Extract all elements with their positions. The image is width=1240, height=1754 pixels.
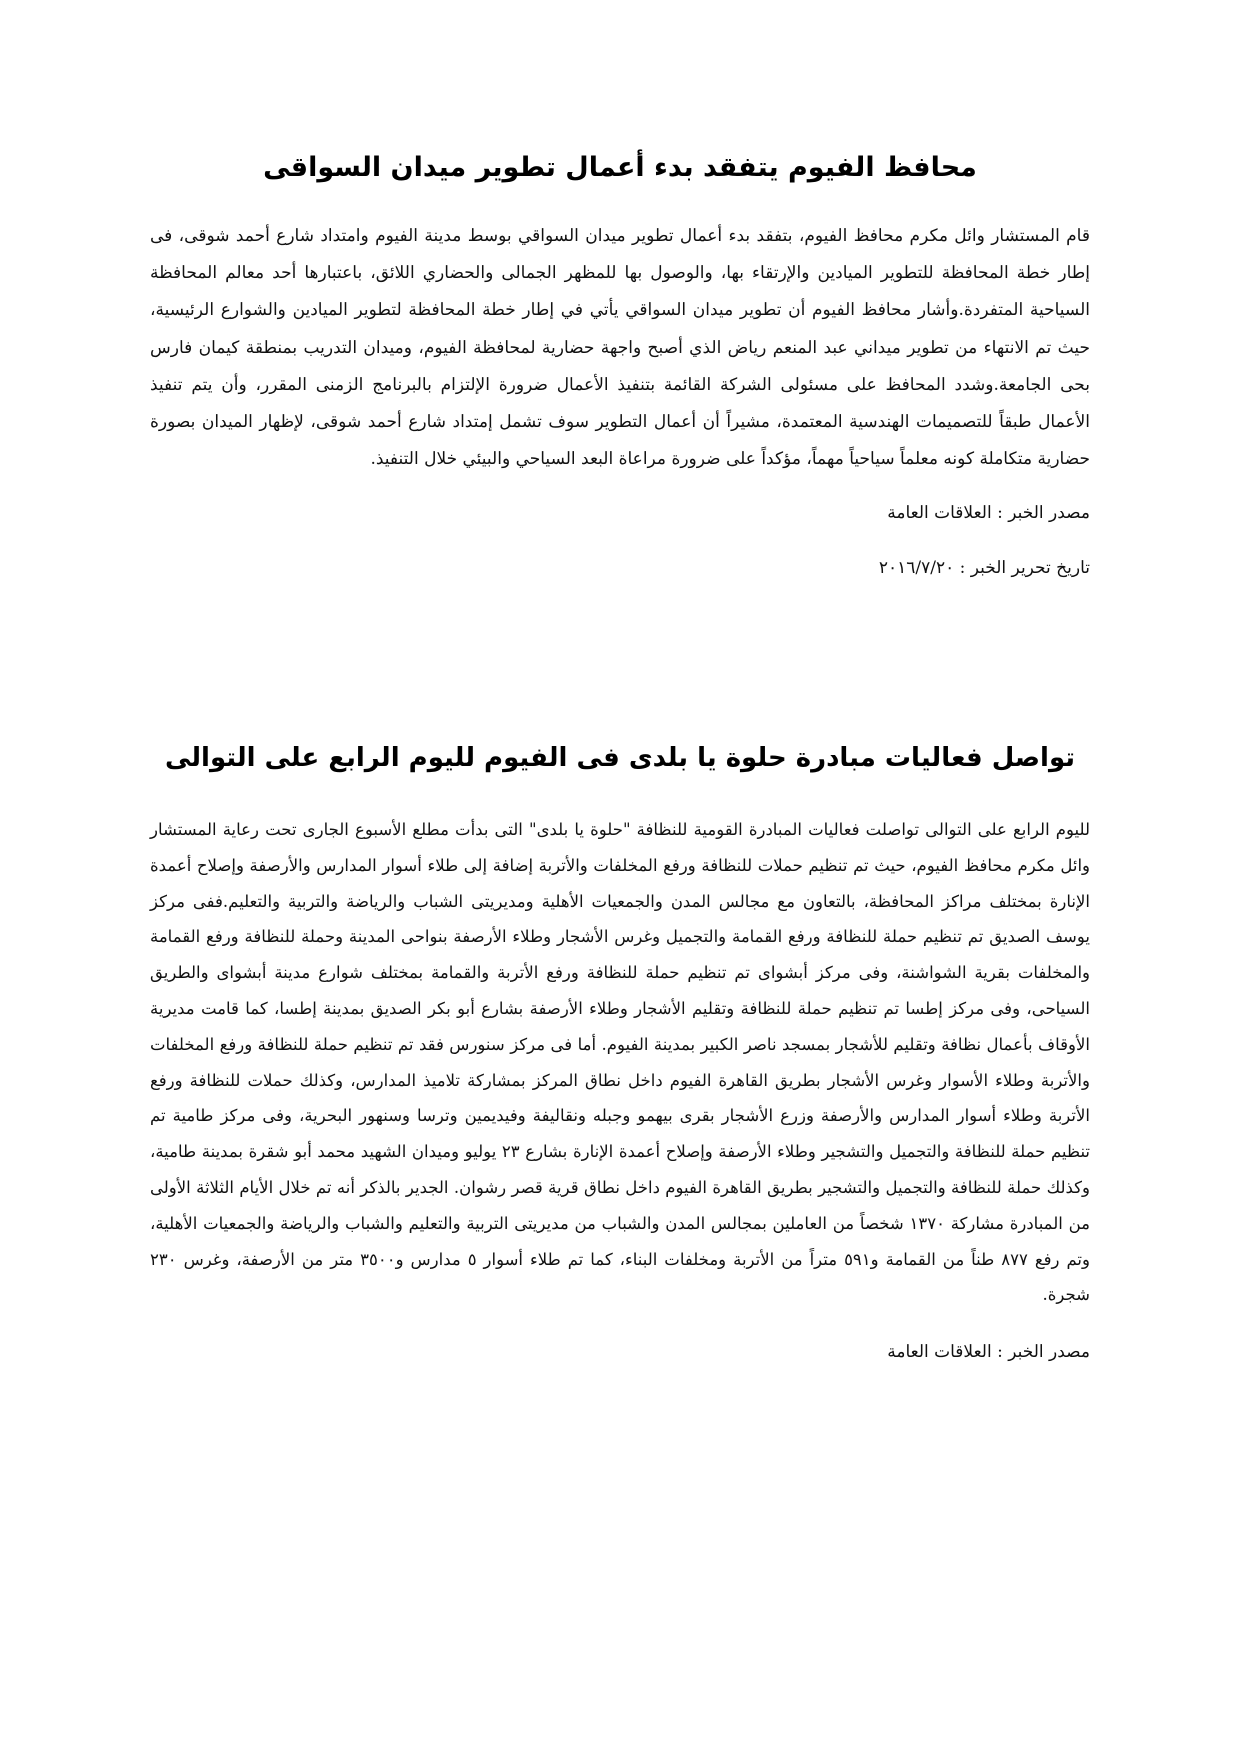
news-article xyxy=(150,738,1090,1367)
article-body: لليوم الرابع على التوالى تواصلت فعاليات المبادرة القومية للنظافة "حلوة يا بلدى" التى بدأت مطلع الأسبوع الجارى تحت رعاية المستشار وائل مكرم محافظ الفيوم، حيث تم تنظيم حملات للنظافة ورفع المخلفات والأتربة إضافة إلى طلاء أسوار المدارس والأرصفة وإصلاح أعمدة الإنارة بمختلف مراكز المحافظة، بالتعاون مع مجالس المدن والجمعيات الأهلية ومديريتى الشباب والرياضة والتربية والتعليم.ففى مركز يوسف الصديق تم تنظيم حملة للنظافة ورفع القمامة والتجميل وغرس الأشجار وطلاء الأرصفة بنواحى المدينة وحملة للنظافة ورفع القمامة والمخلفات بقرية الشواشنة، وفى مركز أبشواى تم تنظيم حملة للنظافة ورفع الأتربة والقمامة بمختلف شوارع مدينة أبشواى والطريق السياحى، وفى مركز إطسا تم تنظيم حملة للنظافة وتقليم الأشجار وطلاء الأرصفة بشارع أبو بكر الصديق بمدينة إطسا، كما قامت مديرية الأوقاف بأعمال نظافة وتقليم للأشجار بمسجد ناصر الكبير بمدينة الفيوم. أما فى مركز سنورس فقد تم تنظيم حملة للنظافة ورفع المخلفات والأتربة وطلاء الأسوار وغرس الأشجار بطريق القاهرة الفيوم داخل نطاق المركز بمشاركة تلاميذ المدارس، وكذلك حملات للنظافة ورفع الأتربة وطلاء أسوار المدارس والأرصفة وزرع الأشجار بقرى بيهمو وجبله ونقاليفة وفيديمين وترسا وسنهور البحرية، وفى مركز طامية تم تنظيم حملة للنظافة والتجميل والتشجير وطلاء الأرصفة وإصلاح أعمدة الإنارة بشارع ٢٣ يوليو وميدان الشهيد محمد أبو شقرة بمدينة طامية، وكذلك حملة للنظافة والتجميل والتشجير بطريق القاهرة الفيوم داخل نطاق قرية قصر رشوان. الجدير بالذكر أنه تم خلال الأيام الثلاثة الأولى من المبادرة مشاركة ١٣٧٠ شخصاً من العاملين بمجالس المدن والشباب من مديريتى التربية والتعليم والشباب والرياضة والجمعيات الأهلية، وتم رفع ٨٧٧ طناً من القمامة و٥٩١ متراً من الأتربة ومخلفات البناء، كما تم طلاء أسوار ٥ مدارس و٣٥٠٠ متر من الأرصفة، وغرس ٢٣٠ شجرة. xyxy=(150,820,1091,1305)
news-article xyxy=(150,148,1090,583)
news-source: مصدر الخبر : العلاقات العامة xyxy=(887,1342,1090,1363)
document-page xyxy=(150,0,1090,1754)
article-title: تواصل فعاليات مبادرة حلوة يا بلدى فى الفيوم لليوم الرابع على التوالى xyxy=(164,743,1076,773)
news-source: مصدر الخبر : العلاقات العامة xyxy=(887,503,1090,524)
article-title: محافظ الفيوم يتفقد بدء أعمال تطوير ميدان السواقى xyxy=(263,152,977,183)
news-date: تاريخ تحرير الخبر : ٢٠١٦/٧/٢٠ xyxy=(878,558,1090,579)
article-body: قام المستشار وائل مكرم محافظ الفيوم، بتفقد بدء أعمال تطوير ميدان السواقي بوسط مدينة الفيوم وامتداد شارع أحمد شوقى، فى إطار خطة المحافظة للتطوير الميادين والإرتقاء بها، والوصول بها للمظهر الجمالى والحضاري اللائق، باعتبارها أحد معالم المحافظة السياحية المتفردة.وأشار محافظ الفيوم أن تطوير ميدان السواقي يأتي في إطار خطة المحافظة لتطوير الميادين والشوارع الرئيسية، حيث تم الانتهاء من تطوير ميداني عبد المنعم رياض الذي أصبح واجهة حضارية لمحافظة الفيوم، وميدان التدريب بمنطقة كيمان فارس بحى الجامعة.وشدد المحافظ على مسئولى الشركة القائمة بتنفيذ الأعمال ضرورة الإلتزام بالبرنامج الزمنى المقرر، وأن يتم تنفيذ الأعمال طبقاً للتصميمات الهندسية المعتمدة، مشيراً أن أعمال التطوير سوف تشمل إمتداد شارع أحمد شوقى، لإظهار الميدان بصورة حضارية متكاملة كونه معلماً سياحياً مهماً، مؤكداً على ضرورة مراعاة البعد السياحي والبيئي خلال التنفيذ. xyxy=(150,226,1090,470)
